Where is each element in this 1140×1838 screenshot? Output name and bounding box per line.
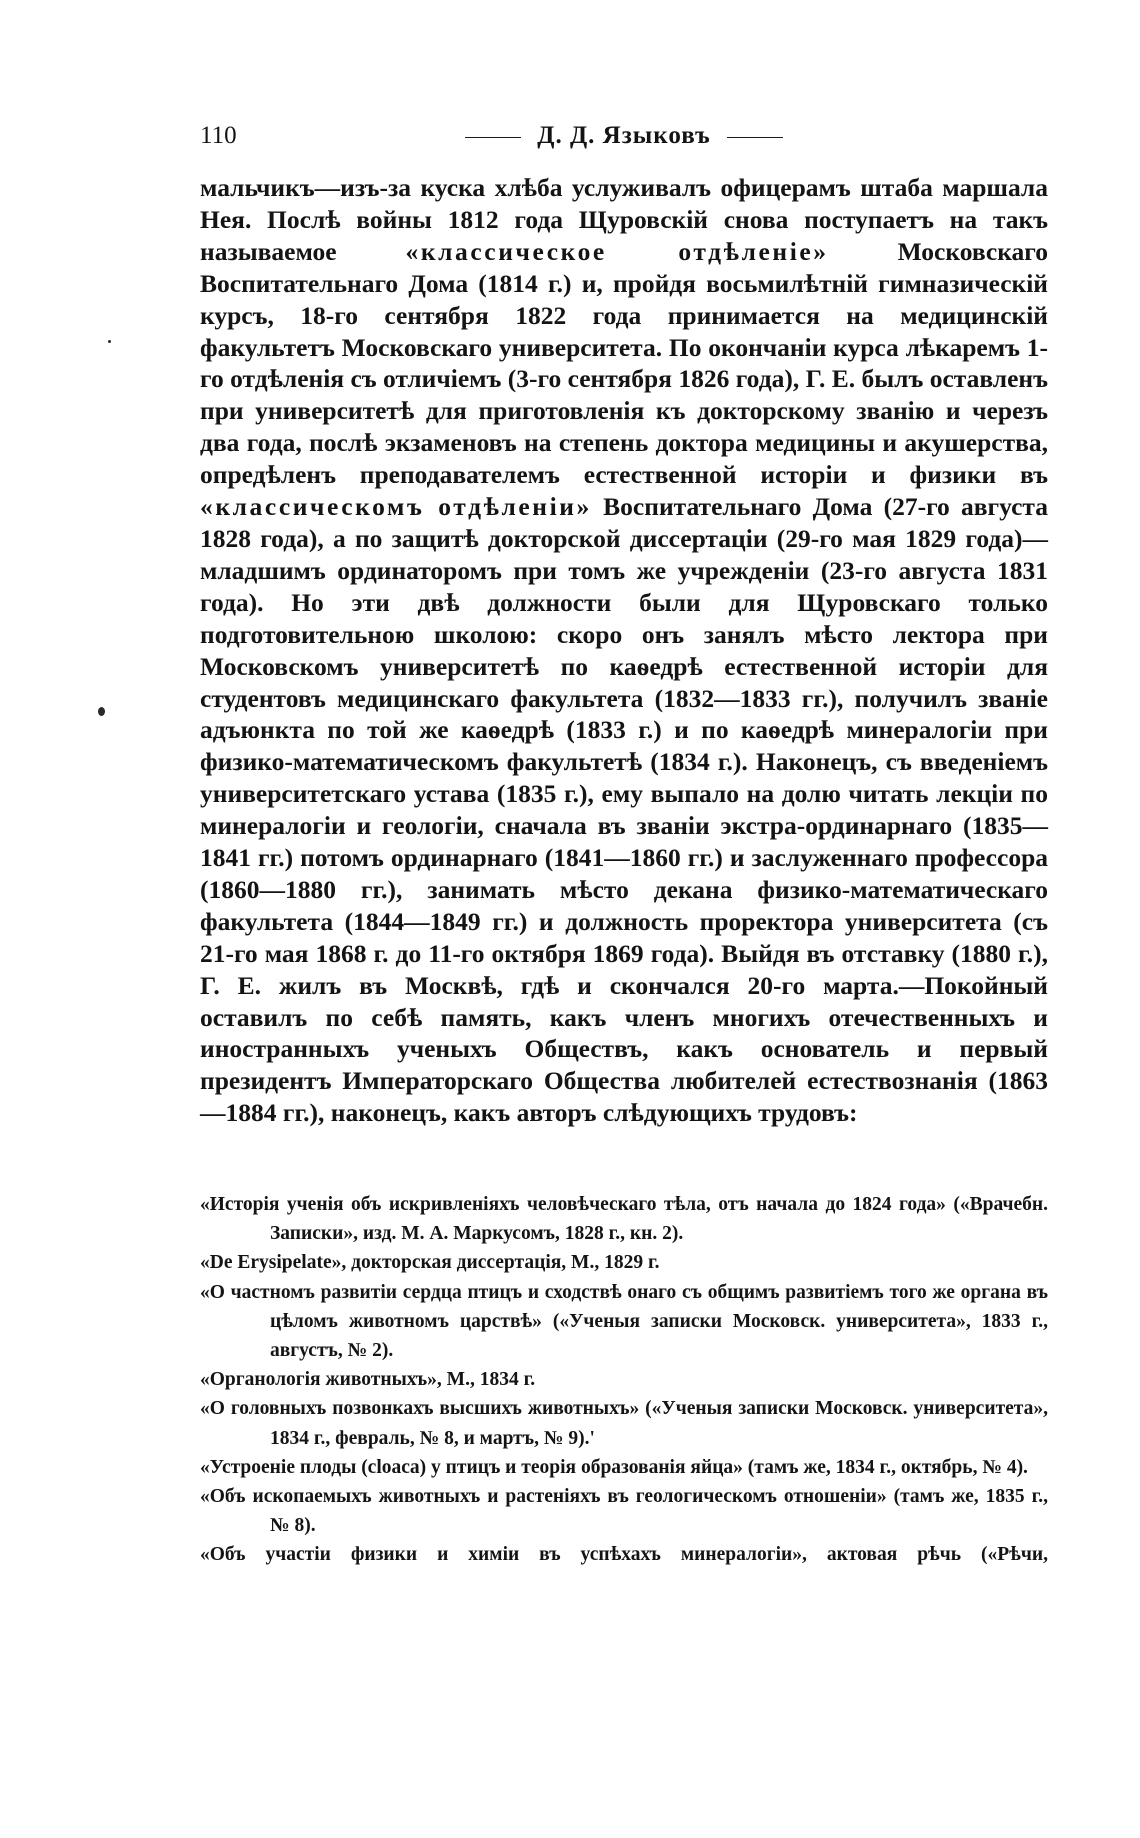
bibliography-entry: «Устроеніе плоды (cloaca) у птицъ и теорія образованія яйца» (тамъ же, 1834 г., октябрь, № 4).	[200, 1456, 1028, 1478]
margin-speck	[108, 340, 111, 343]
running-head	[200, 118, 1048, 154]
bibliography-entry: «Объ ископаемыхъ животныхъ и растеніяхъ въ геологическомъ отношеніи» (тамъ же, 1835 г., № 8).	[200, 1486, 1048, 1537]
header-rule-left	[465, 137, 521, 138]
running-title: Д. Д. Языковъ	[537, 122, 711, 149]
body-text-part-2: Московскаго Воспитательнаго Дома (1814 г.) и, пройдя восьмилѣтній гимназическій курсъ, 18-го сентября 1822 года принимается на медицинскій факультетъ Московскаго университета. По окончаніи курса лѣкаремъ 1-го отдѣленія съ отличіемъ (3-го сентября 1826 года), Г. Е. былъ оставленъ при университетѣ для приготовленія къ докторскому званію и черезъ два года, послѣ экзаменовъ на степень доктора медицины и акушерства, опредѣленъ преподавателемъ естественной исторіи и физики въ	[200, 236, 1048, 490]
bibliography-entry: «О головныхъ позвонкахъ высшихъ животныхъ» («Ученыя записки Московск. университета», 1834 г., февраль, № 8, и мартъ, № 9).'	[200, 1398, 1048, 1449]
bibliography-entry: «Органологія животныхъ», М., 1834 г.	[200, 1369, 536, 1391]
running-title-block	[200, 118, 1048, 154]
header-rule-right	[727, 137, 783, 138]
bibliography-entry: «Исторія ученія объ искривленіяхъ человѣческаго тѣла, отъ начала до 1824 года» («Врачебн. Записки», изд. М. А. Маркусомъ, 1828 г., кн. 2).	[200, 1194, 1048, 1245]
bibliography-list	[200, 1190, 1048, 1570]
body-paragraph	[200, 172, 1048, 1129]
body-text-part-3: Воспитательнаго Дома (27-го августа 1828 года), а по защитѣ докторской диссертаціи (29-го мая 1829 года)—младшимъ ординаторомъ при томъ же учрежденіи (23-го августа 1831 года). Но эти двѣ должности были для Щуровскаго только подготовительною школою: скоро онъ занялъ мѣсто лектора при Московскомъ университетѣ по каѳедрѣ естественной исторіи для студентовъ медицинскаго факультета (1832—1833 гг.), получилъ званіе адъюнкта по той же каѳедрѣ (1833 г.) и по каѳедрѣ минералогіи при физико-математическомъ факультетѣ (1834 г.). Наконецъ, съ введеніемъ университетскаго устава (1835 г.), ему выпало на долю читать лекціи по минералогіи и геологіи, сначала въ званіи экстра-ординарнаго (1835—1841 гг.) потомъ ординарнаго (1841—1860 гг.) и заслуженнаго профессора (1860—1880 гг.), занимать мѣсто декана физико-математическаго факультета (1844—1849 гг.) и должность проректора университета (съ 21-го мая 1868 г. до 11-го октября 1869 года). Выйдя въ отставку (1880 г.), Г. Е. жилъ въ Москвѣ, гдѣ и скончался 20-го марта.—Покойный оставилъ по себѣ память, какъ членъ многихъ отечественныхъ и иностранныхъ ученыхъ Обществъ, какъ основатель и первый президентъ Императорскаго Общества любителей естествознанія (1863—1884 гг.), наконецъ, какъ авторъ слѣдующихъ трудовъ:	[200, 492, 1048, 1128]
body-text-part-1: мальчикъ—изъ-за куска хлѣба услуживалъ офицерамъ штаба маршала Нея. Послѣ войны 1812 года Щуровскій снова поступаетъ на такъ называемое	[200, 173, 1048, 266]
bibliography-entry: «Объ участіи физики и химіи въ успѣхахъ минералогіи», актовая рѣчь («Рѣчи,	[200, 1544, 1048, 1566]
bibliography-entry: «О частномъ развитіи сердца птицъ и сходствѣ онаго съ общимъ развитіемъ того же органа въ цѣломъ животномъ царствѣ» («Ученыя записки Московск. университета», 1833 г., августъ, № 2).	[200, 1281, 1048, 1362]
spaced-emphasis-1: «классическое отдѣленіе»	[405, 236, 829, 266]
margin-speck	[98, 707, 105, 716]
bibliography-entry: «De Erysipelate», докторская диссертація, М., 1829 г.	[200, 1252, 660, 1274]
page-number: 110	[200, 122, 237, 149]
spaced-emphasis-2: «классическомъ отдѣленіи»	[200, 492, 592, 522]
